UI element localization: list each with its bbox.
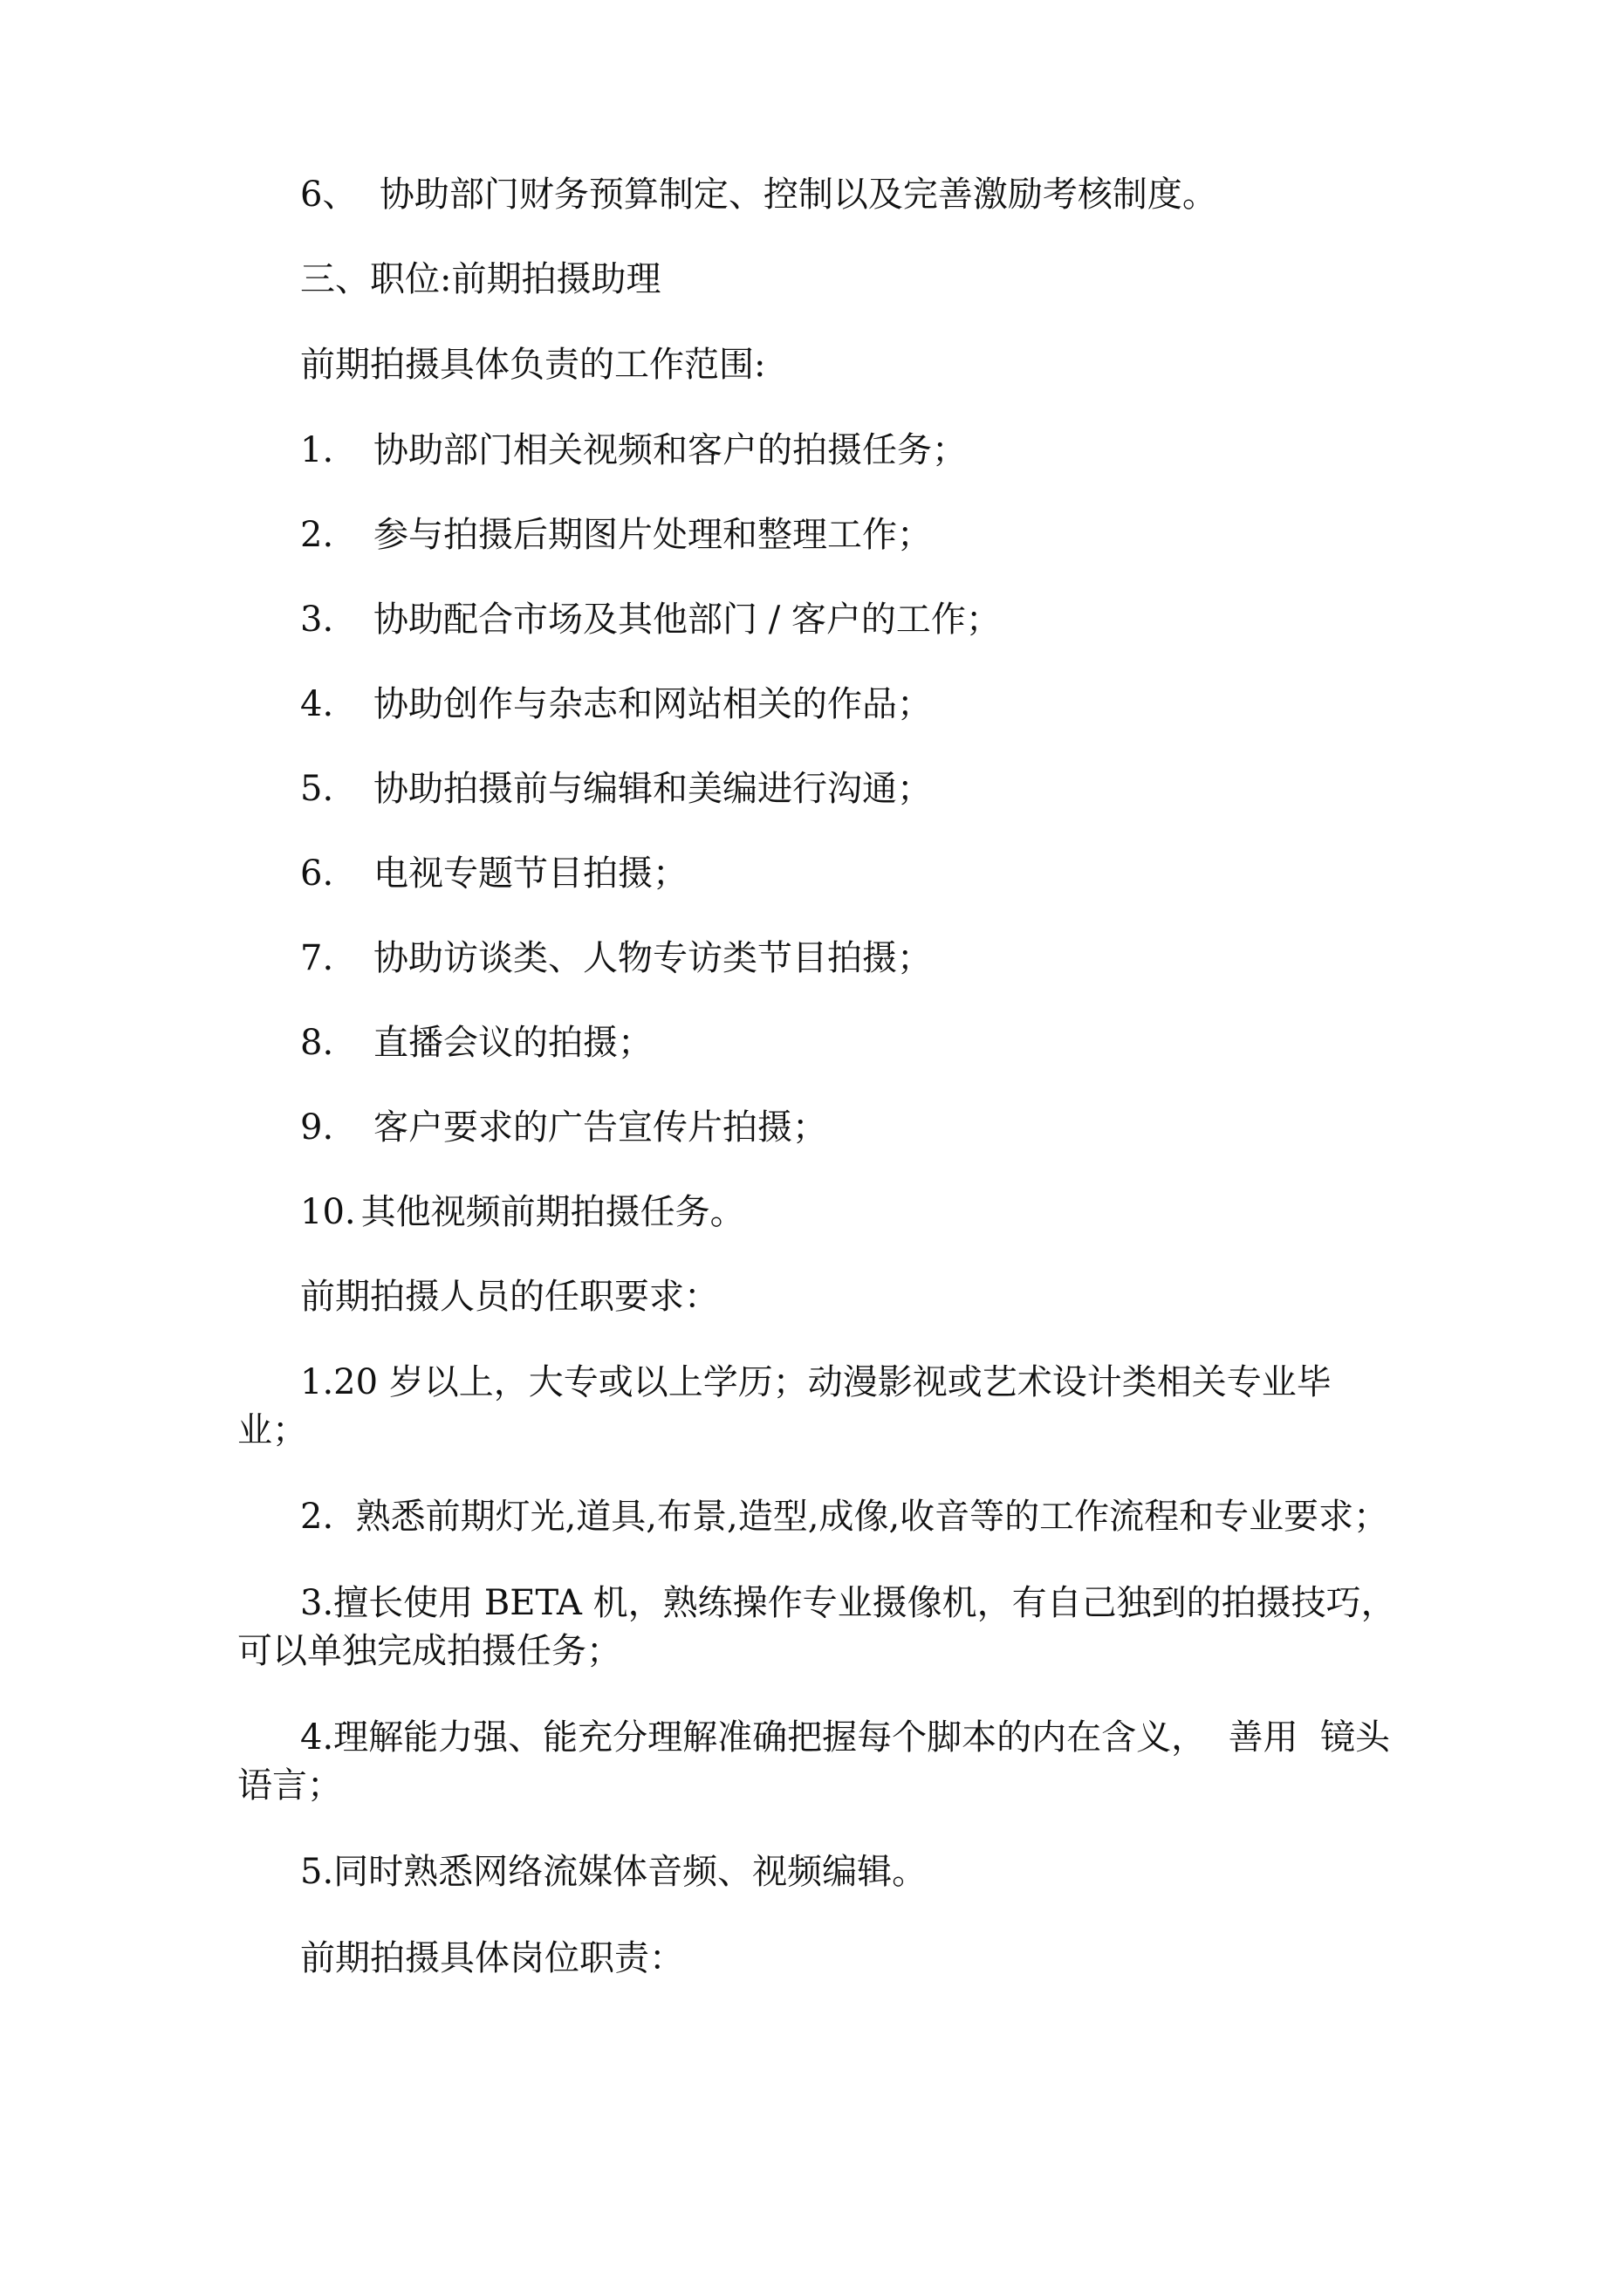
duties-heading: 前期拍摄具体岗位职责：	[300, 1938, 684, 1978]
list-item	[300, 935, 1398, 983]
scope-list	[237, 427, 1398, 1237]
list-item-number: 3.	[300, 600, 334, 640]
list-item	[300, 1019, 1398, 1067]
list-item-text: 协助拍摄前与编辑和美编进行沟通；	[373, 769, 932, 809]
list-item-text: 直播会议的拍摄；	[373, 1023, 653, 1063]
section-heading: 三、职位:前期拍摄助理	[300, 259, 661, 299]
list-item-number: 4.	[300, 684, 334, 724]
list-item-text: 协助创作与杂志和网站相关的作品；	[373, 684, 932, 724]
list-item	[300, 765, 1398, 813]
list-item	[300, 850, 1398, 898]
list-item	[300, 681, 1398, 729]
list-item	[300, 596, 1398, 644]
list-item-number: 8.	[300, 1023, 334, 1063]
list-item-number: 5.	[300, 769, 334, 809]
list-item-text: 电视专题节目拍摄；	[373, 853, 688, 894]
list-item	[300, 1189, 1398, 1237]
intro-line: 6、 协助部门财务预算制定、控制以及完善激励考核制度。	[300, 175, 1217, 215]
list-item-number: 9.	[300, 1107, 334, 1148]
list-item	[300, 427, 1398, 475]
list-item-text: 协助配合市场及其他部门 / 客户的工作；	[373, 600, 1001, 640]
requirement-item: 5.同时熟悉网络流媒体音频、视频编辑。	[300, 1852, 928, 1892]
requirements-heading: 前期拍摄人员的任职要求：	[300, 1277, 719, 1317]
list-item-text: 参与拍摄后期图片处理和整理工作；	[373, 515, 932, 555]
requirements-list	[237, 1359, 1398, 1896]
list-item-text: 协助访谈类、人物专访类节目拍摄；	[373, 938, 932, 978]
list-item-number: 1.	[300, 430, 334, 470]
requirement-item: 3.擅长使用 BETA 机，熟练操作专业摄像机，有自己独到的拍摄技巧，可以单独完成拍摄任务；	[237, 1583, 1396, 1671]
requirement-item: 2. 熟悉前期灯光,道具,布景,造型,成像,收音等的工作流程和专业要求；	[300, 1497, 1389, 1537]
list-item	[300, 511, 1398, 559]
requirement-item: 4.理解能力强、能充分理解准确把握每个脚本的内在含义， 善用 镜头语言；	[237, 1717, 1391, 1806]
list-item-number: 10.	[300, 1192, 356, 1232]
list-item-number: 6.	[300, 853, 334, 894]
list-item-text: 客户要求的广告宣传片拍摄；	[373, 1107, 827, 1148]
list-item-text: 其他视频前期拍摄任务。	[360, 1192, 745, 1232]
list-item-number: 2.	[300, 515, 334, 555]
scope-heading: 前期拍摄具体负责的工作范围:	[300, 345, 766, 385]
requirement-item: 1.20 岁以上，大专或以上学历；动漫影视或艺术设计类相关专业毕业；	[237, 1362, 1332, 1450]
list-item	[300, 1104, 1398, 1152]
list-item-text: 协助部门相关视频和客户的拍摄任务；	[373, 430, 967, 470]
document-body	[237, 171, 1398, 1983]
list-item-number: 7.	[300, 938, 334, 978]
